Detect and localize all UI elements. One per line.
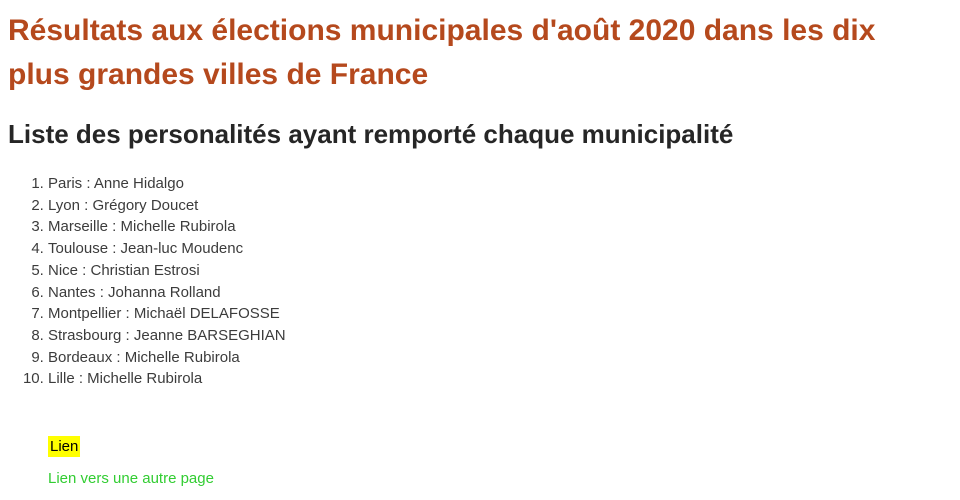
highlighted-link-row	[48, 436, 952, 458]
list-item: 10. Lille : Michelle Rubirola	[48, 368, 952, 390]
list-item: 6. Nantes : Johanna Rolland	[48, 282, 952, 304]
list-item: 4. Toulouse : Jean-luc Moudenc	[48, 238, 952, 260]
list-item: 8. Strasbourg : Jeanne BARSEGHIAN	[48, 325, 952, 347]
list-item: 1. Paris : Anne Hidalgo	[48, 173, 952, 195]
page-title: Résultats aux élections municipales d'août 2020 dans les dix plus grandes villes de France	[8, 14, 876, 91]
list-item: 7. Montpellier : Michaël DELAFOSSE	[48, 303, 952, 325]
other-page-link[interactable]: Lien vers une autre page	[48, 470, 214, 488]
list-item: 5. Nice : Christian Estrosi	[48, 260, 952, 282]
list-item: 9. Bordeaux : Michelle Rubirola	[48, 347, 952, 369]
list-item: 3. Marseille : Michelle Rubirola	[48, 216, 952, 238]
winners-list	[8, 173, 952, 390]
section-heading: Liste des personalités ayant remporté chaque municipalité	[8, 119, 734, 149]
list-item: 2. Lyon : Grégory Doucet	[48, 195, 952, 217]
highlighted-link[interactable]: Lien	[50, 438, 79, 456]
other-page-link-row	[48, 468, 952, 490]
